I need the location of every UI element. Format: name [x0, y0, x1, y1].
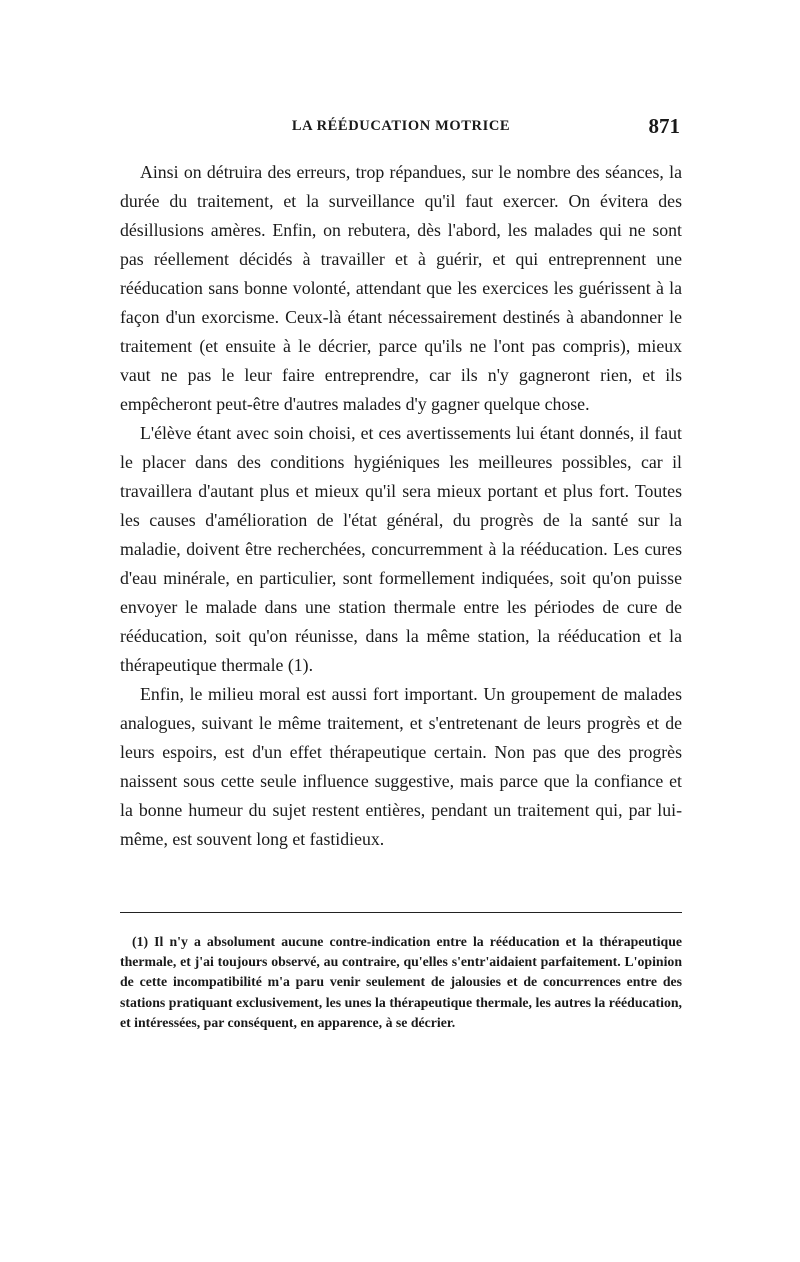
footnote-separator — [120, 912, 682, 913]
running-header — [120, 114, 682, 144]
running-title: LA RÉÉDUCATION MOTRICE — [291, 118, 511, 134]
page-number: 871 — [648, 114, 680, 138]
body-text — [120, 158, 682, 854]
paragraph: Enfin, le milieu moral est aussi fort important. Un groupement de malades analogues, suivant le même traitement, et s'entretenant de leurs progrès et de leurs espoirs, est d'un effet thérapeutique certain. Non pas que des progrès naissent sous cette seule influence suggestive, mais parce que la confiance et la bonne humeur du sujet restent entières, pendant un traitement qui, par lui-même, est souvent long et fastidieux. — [120, 684, 682, 849]
footnote-text: (1) Il n'y a absolument aucune contre-indication entre la rééducation et la thérapeutique thermale, et j'ai toujours observé, au contraire, qu'elles s'entr'aidaient parfaitement. L'opinion de cette incompatibilité m'a paru venir seulement de jalousies et de concurrences entre des stations pratiquant exclusivement, les unes la thérapeutique thermale, les autres la rééducation, et intéressées, par conséquent, en apparence, à se décrier. — [120, 934, 682, 1030]
paragraph: Ainsi on détruira des erreurs, trop répandues, sur le nombre des séances, la durée du traitement, et la surveillance qu'il faut exercer. On évitera des désillusions amères. Enfin, on rebutera, dès l'abord, les malades qui ne sont pas réellement décidés à travailler et à guérir, et qui entreprennent une rééducation sans bonne volonté, attendant que les exercices les guérissent à la façon d'un exorcisme. Ceux-là étant nécessairement destinés à abandonner le traitement (et ensuite à le décrier, parce qu'ils ne l'ont pas compris), mieux vaut ne pas le leur faire entreprendre, car ils n'y gagneront rien, et ils empêcheront peut-être d'autres malades d'y gagner quelque chose. — [120, 162, 682, 414]
footnote — [120, 932, 682, 1033]
paragraph: L'élève étant avec soin choisi, et ces avertissements lui étant donnés, il faut le placer dans des conditions hygiéniques les meilleures possibles, car il travaillera d'autant plus et mieux qu'il sera mieux portant et plus fort. Toutes les causes d'amélioration de l'état général, du progrès de la santé sur la maladie, doivent être recherchées, concurremment à la rééducation. Les cures d'eau minérale, en particulier, sont formellement indiquées, soit qu'on puisse envoyer le malade dans une station thermale entre les périodes de cure de rééducation, soit qu'on réunisse, dans la même station, la rééducation et la thérapeutique thermale (1). — [120, 423, 682, 675]
